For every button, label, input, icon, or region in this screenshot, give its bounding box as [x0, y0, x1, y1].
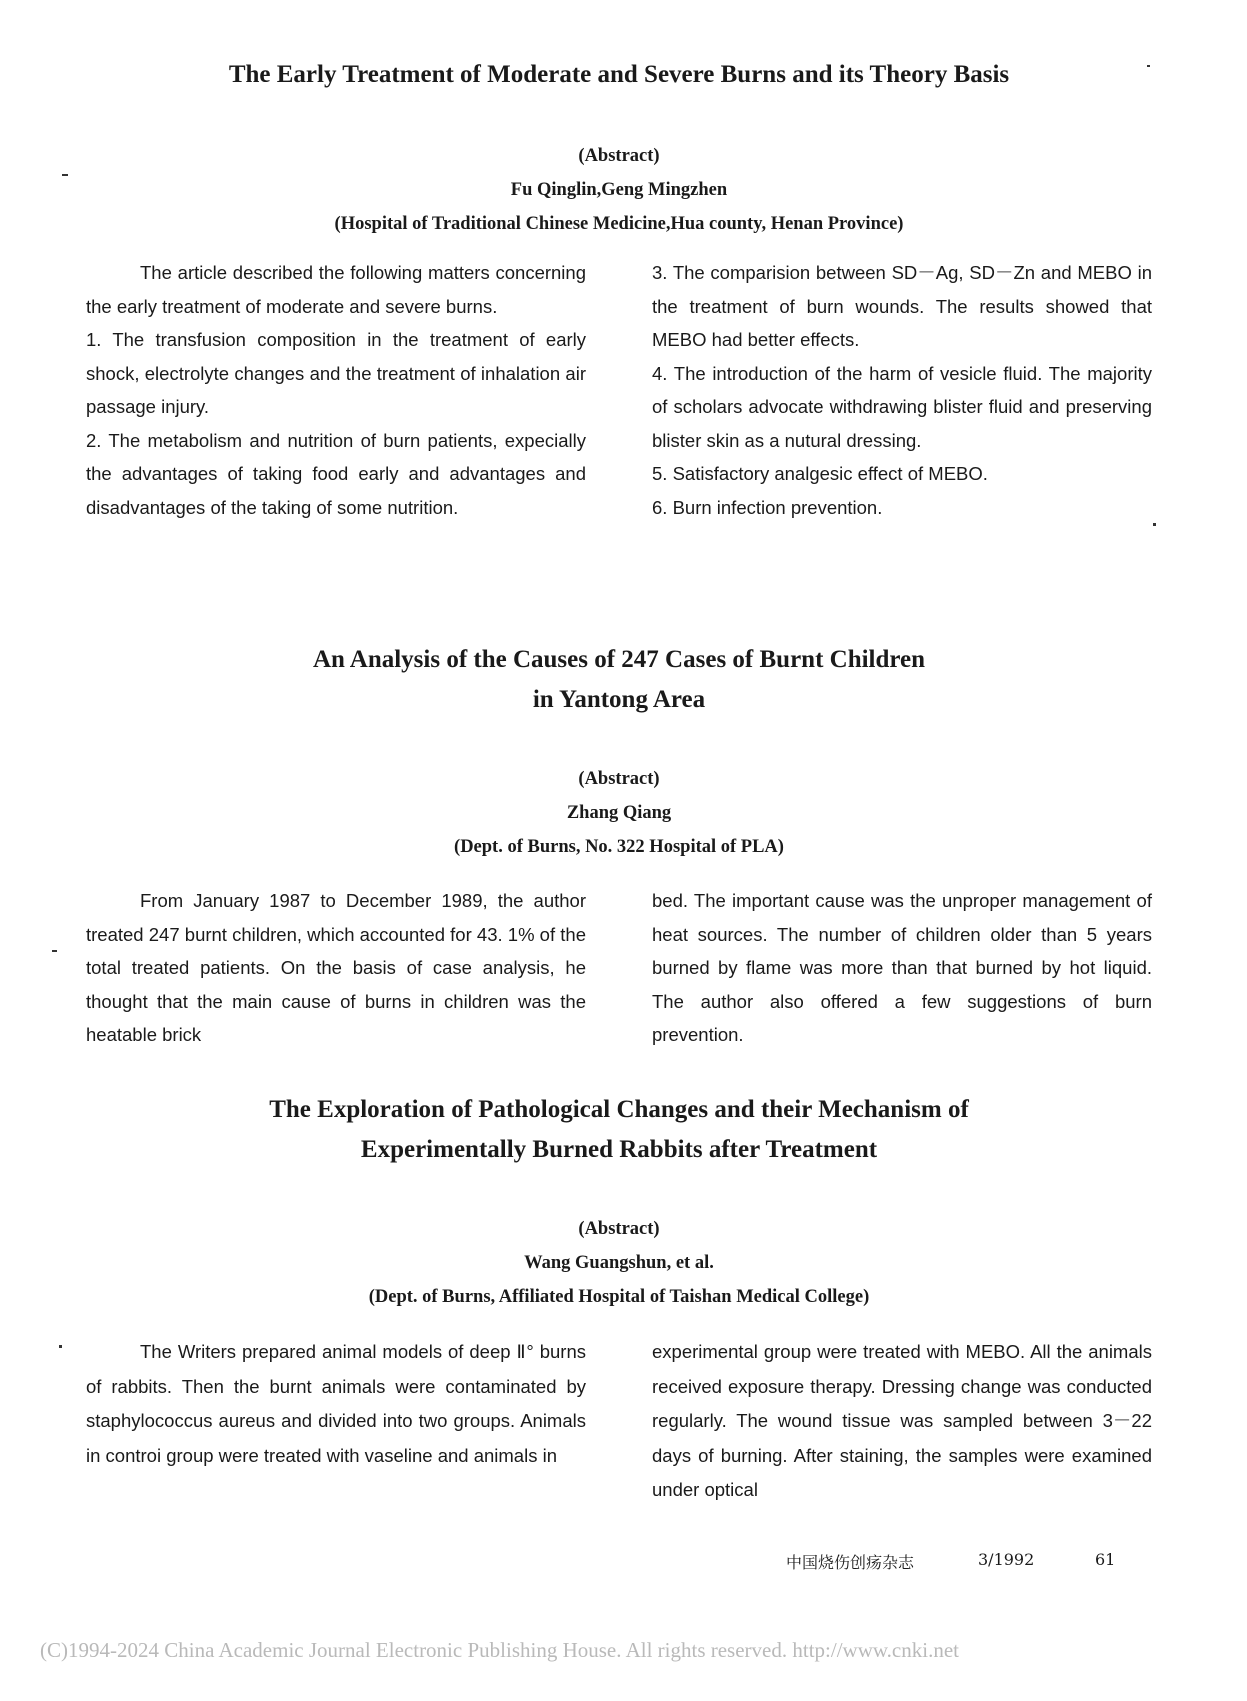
article-1-meta	[86, 139, 1152, 241]
article-2-body	[86, 884, 1152, 1052]
copyright-notice: (C)1994-2024 China Academic Journal Electronic Publishing House. All rights reserved. http://www.cnki.net	[40, 1638, 959, 1662]
article-1-affiliation: (Hospital of Traditional Chinese Medicine,Hua county, Henan Province)	[334, 214, 904, 234]
article-3-right-column	[652, 1335, 1152, 1508]
article-1-abstract-label: (Abstract)	[578, 146, 660, 166]
article-2-title-line-1: An Analysis of the Causes of 247 Cases of Burnt Children	[312, 646, 926, 673]
article-1-paragraph: 1. The transfusion composition in the treatment of early shock, electrolyte changes and the treatment of inhalation air passage injury.	[86, 329, 586, 417]
article-2-right-column	[652, 884, 1152, 1052]
scan-speck	[1153, 523, 1156, 526]
article-2-affiliation: (Dept. of Burns, No. 322 Hospital of PLA)	[454, 837, 784, 857]
scan-speck	[1147, 65, 1150, 67]
article-2-meta	[86, 762, 1152, 864]
article-1-paragraph: 5. Satisfactory analgesic effect of MEBO.	[652, 463, 988, 484]
article-1-left-column	[86, 256, 586, 524]
article-3-title	[86, 1090, 1152, 1170]
issue-number: 3/1992	[978, 1550, 1035, 1569]
scan-speck	[52, 950, 57, 952]
article-3-title-line-1: The Exploration of Pathological Changes and their Mechanism of	[269, 1096, 969, 1123]
article-3-authors: Wang Guangshun, et al.	[524, 1253, 714, 1273]
article-1-paragraph: 4. The introduction of the harm of vesicle fluid. The majority of scholars advocate withdrawing blister fluid and preserving blister skin as a nutural dressing.	[652, 362, 1152, 451]
scan-speck	[62, 174, 68, 176]
article-2	[86, 640, 1152, 1045]
article-2-title-line-2: in Yantong Area	[532, 686, 706, 713]
article-1-paragraph: 2. The metabolism and nutrition of burn patients, expecially the advantages of taking food early and advantages and disadvantages of the taking of some nutrition.	[86, 429, 586, 518]
article-1-right-column	[652, 256, 1152, 524]
article-1	[86, 55, 1152, 518]
article-3-meta	[86, 1212, 1152, 1314]
article-1-paragraph: 6. Burn infection prevention.	[652, 496, 883, 518]
article-2-title	[86, 640, 1152, 720]
article-1-authors: Fu Qinglin,Geng Mingzhen	[510, 180, 728, 200]
article-2-abstract-label: (Abstract)	[578, 769, 660, 789]
article-2-left-column	[86, 884, 586, 1052]
article-3-affiliation: (Dept. of Burns, Affiliated Hospital of Taishan Medical College)	[368, 1287, 870, 1307]
article-3-paragraph: The Writers prepared animal models of deep Ⅱ° burns of rabbits. Then the burnt animals were contaminated by staphylococcus aureus and divided into two groups. Animals in controi group were treated with vaseline and animals in	[86, 1341, 586, 1466]
article-2-paragraph: bed. The important cause was the unproper management of heat sources. The number of children older than 5 years burned by flame was more than that burned by hot liquid. The author also offered a few suggestions of burn prevention.	[652, 890, 1152, 1045]
page-footer	[786, 1550, 1115, 1573]
scan-speck	[59, 1345, 62, 1348]
journal-name: 中国烧伤创疡杂志	[786, 1553, 915, 1572]
article-2-authors: Zhang Qiang	[566, 803, 672, 823]
page-number: 61	[1095, 1550, 1116, 1569]
article-3-title-line-2: Experimentally Burned Rabbits after Treatment	[360, 1136, 878, 1163]
article-1-title	[86, 55, 1152, 95]
article-3	[86, 1090, 1152, 1500]
article-3-abstract-label: (Abstract)	[578, 1219, 660, 1239]
article-1-paragraph: The article described the following matters concerning the early treatment of moderate and severe burns.	[86, 262, 586, 317]
article-2-paragraph: From January 1987 to December 1989, the author treated 247 burnt children, which accounted for 43. 1% of the total treated patients. On the basis of case analysis, he thought that the main cause of burns in children was the heatable brick	[86, 890, 586, 1045]
article-3-paragraph: experimental group were treated with MEBO. All the animals received exposure therapy. Dressing change was conducted regularly. The wound tissue was sampled between 3－22 days of burning. After staining, the samples were examined under optical	[652, 1341, 1152, 1500]
article-1-body	[86, 256, 1152, 524]
article-1-paragraph: 3. The comparision between SD－Ag, SD－Zn and MEBO in the treatment of burn wounds. The results showed that MEBO had better effects.	[652, 262, 1152, 350]
article-1-title-line-1: The Early Treatment of Moderate and Severe Burns and its Theory Basis	[228, 61, 1010, 88]
article-3-body	[86, 1335, 1152, 1508]
article-3-left-column	[86, 1335, 586, 1508]
